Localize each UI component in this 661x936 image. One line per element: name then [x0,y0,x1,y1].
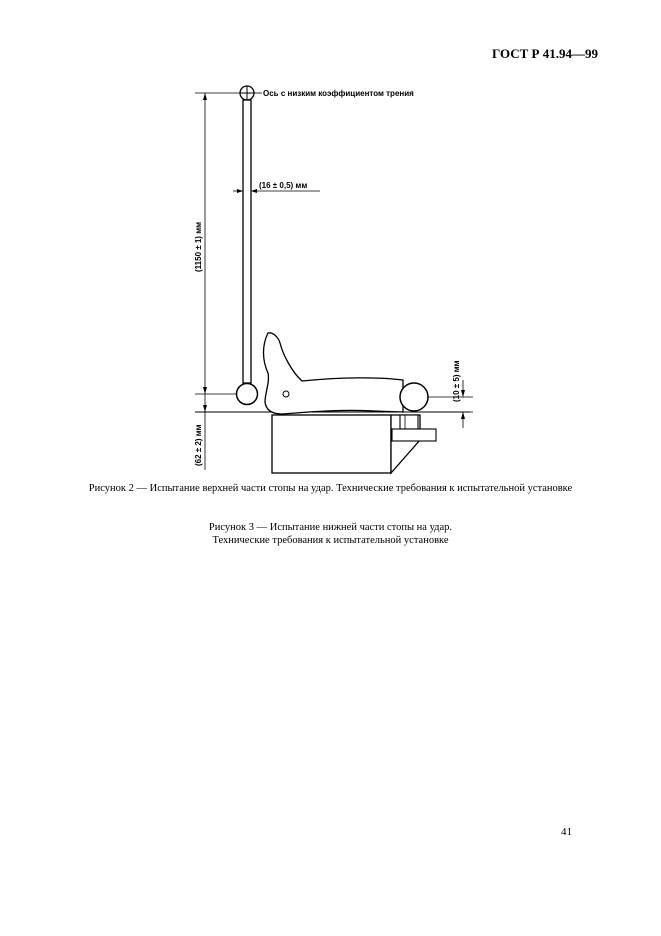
length-label: (1150 ± 1) мм [194,221,203,272]
axis-label: Ось с низким коэффициентом трения [263,89,414,98]
test-block [272,415,436,473]
knee-ball [400,383,428,411]
pendulum-ball [237,384,258,405]
pivot-axis [240,86,254,100]
diameter-label: (16 ± 0,5) мм [259,181,308,190]
pendulum-rod [243,100,251,383]
offset-dimension [195,394,270,470]
page-number: 41 [561,826,572,838]
gap-label: (10 ± 5) мм [452,360,461,402]
figure-3-caption-line-2: Технические требования к испытательной установке [212,535,449,546]
leg-form [264,333,404,414]
figure-3-caption [0,521,661,547]
gap-dimension [428,380,473,428]
figure-3-caption-line-1: Рисунок 3 — Испытание нижней части стопы на удар. [208,522,453,533]
figure-2-caption: Рисунок 2 — Испытание верхней части стопы на удар. Технические требования к испытательной установке [88,483,573,494]
offset-label: (62 ± 2) мм [194,424,203,466]
document-code: ГОСТ Р 41.94—99 [492,46,598,61]
